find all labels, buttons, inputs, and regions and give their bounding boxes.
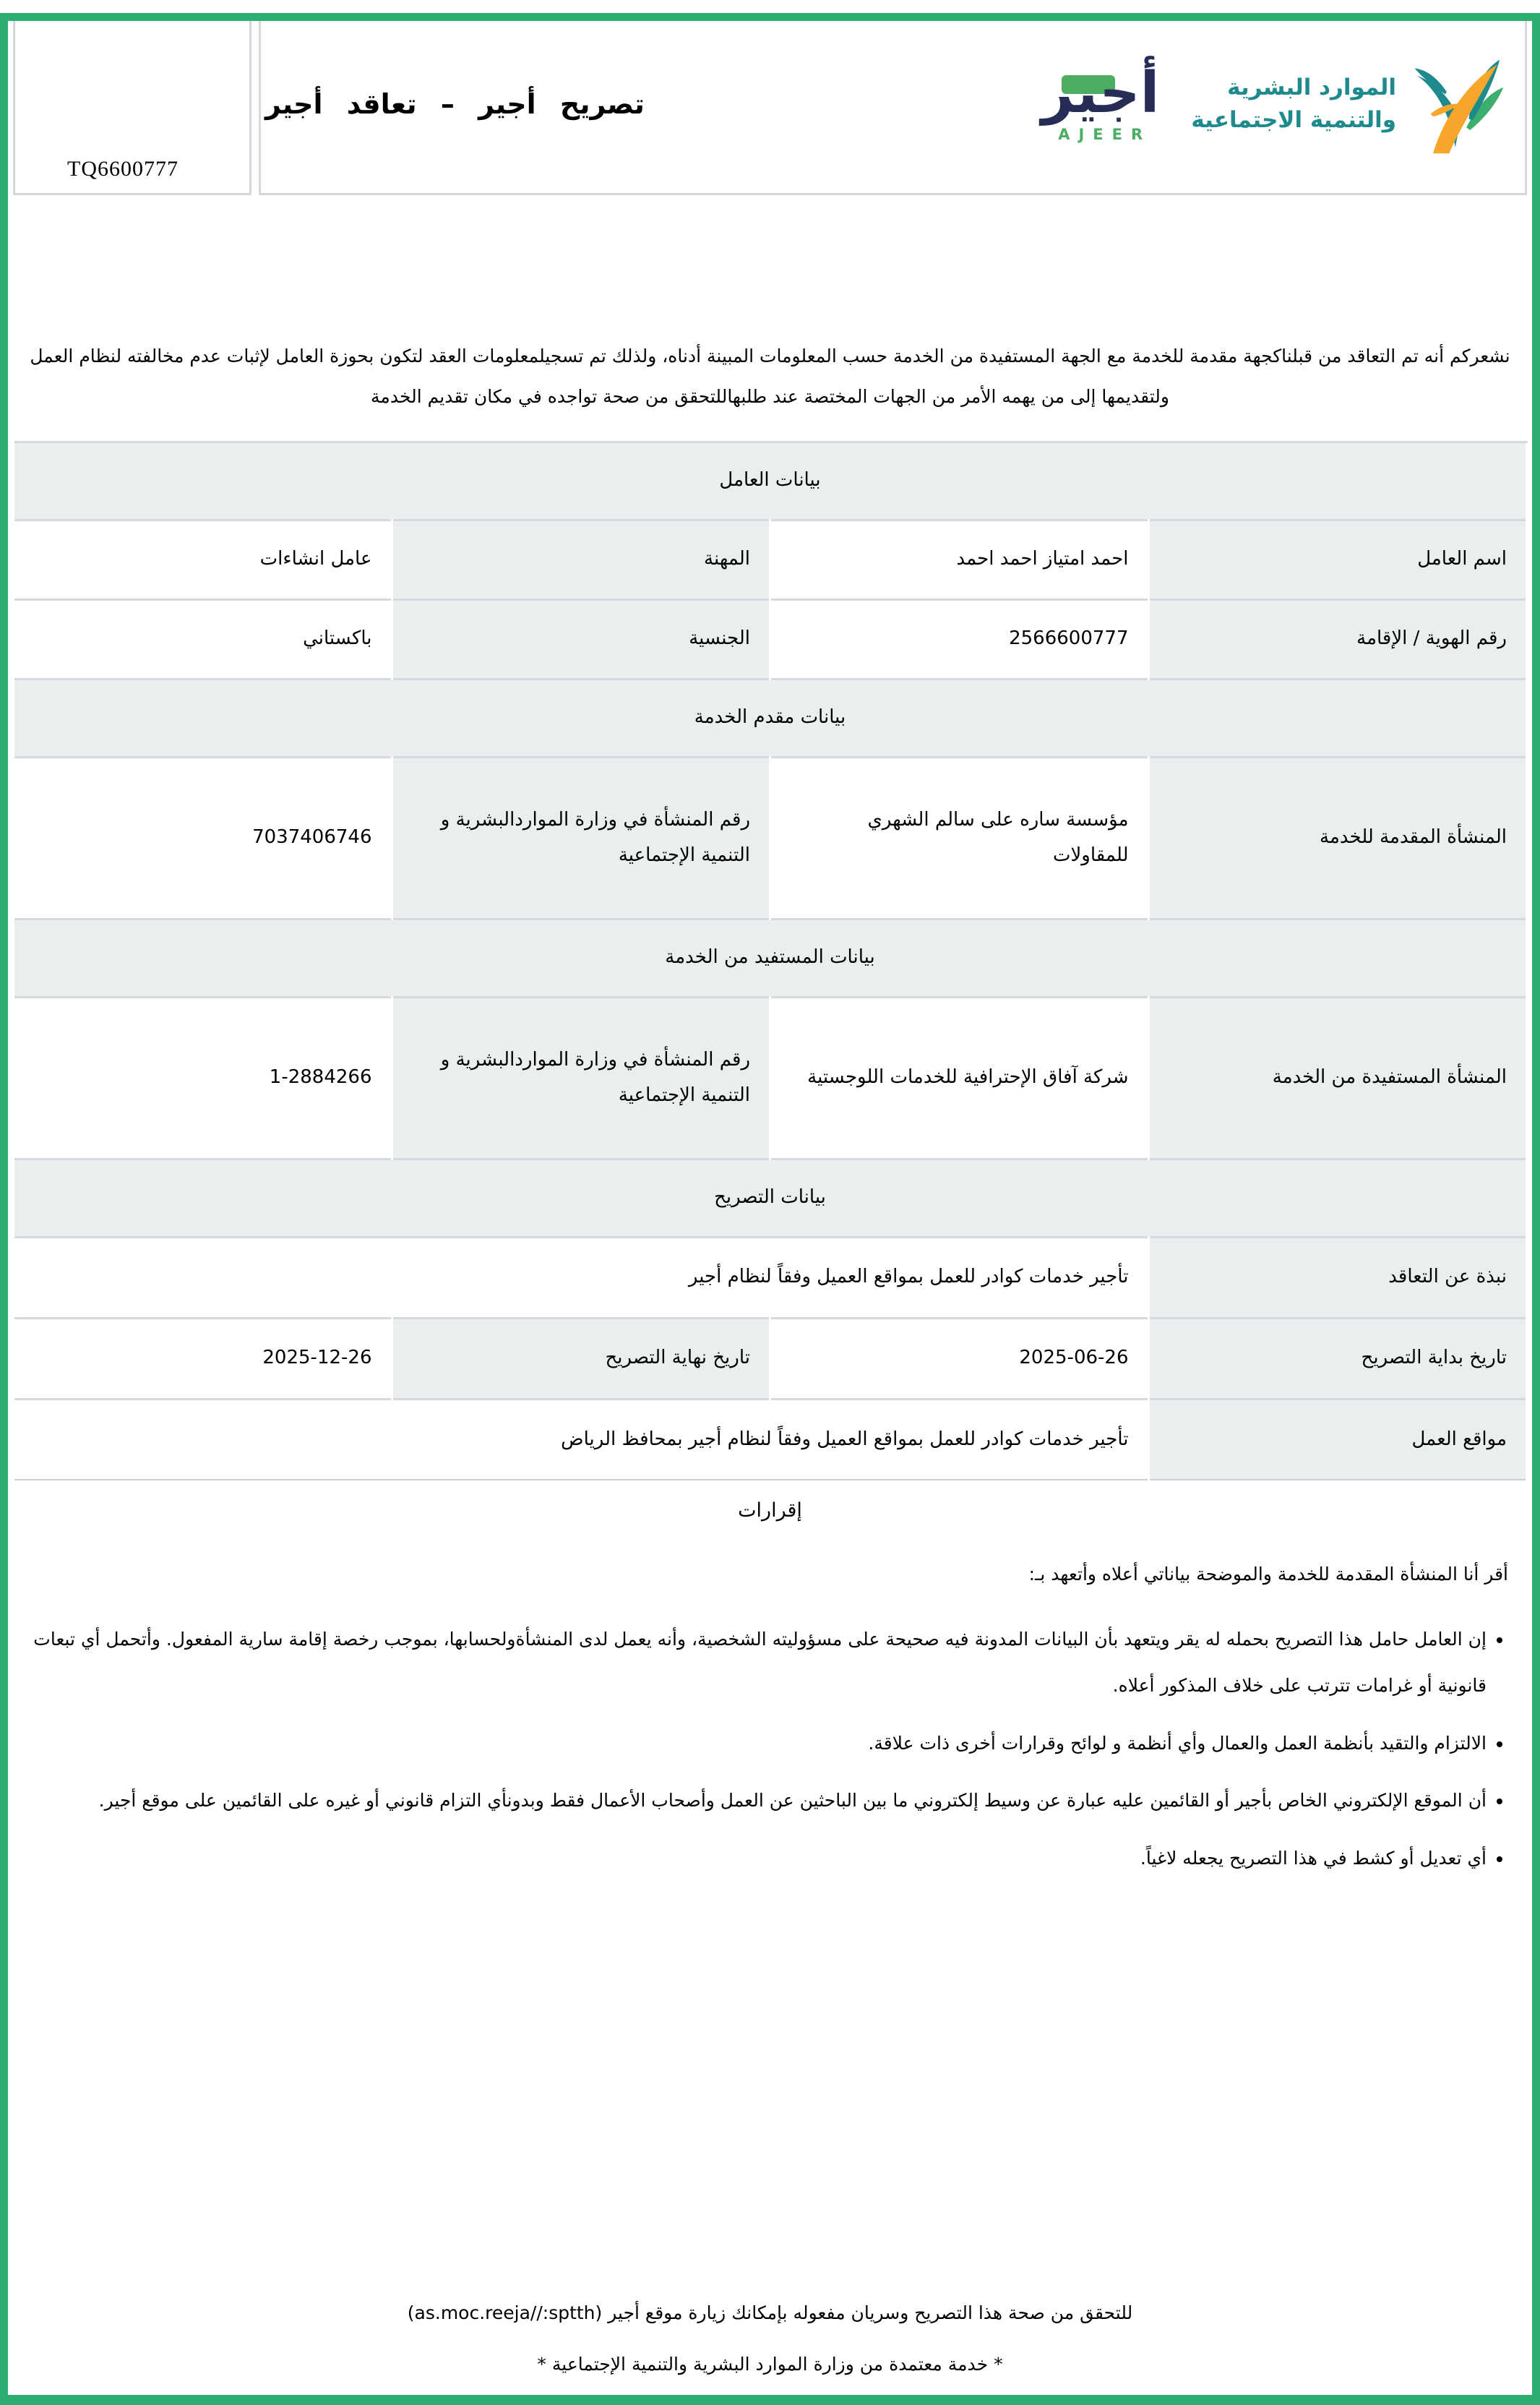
ministry-name-line2: والتنمية الاجتماعية — [1191, 107, 1396, 133]
table-row — [14, 997, 1527, 1159]
table-row — [14, 520, 1527, 599]
table-row — [14, 1318, 1527, 1399]
declaration-item: • إن العامل حامل هذا التصريح بحمله له يقر ويتعهد بأن البيانات المدونة فيه صحيحة على مسؤوليته الشخصية، وأنه يعمل لدى المنشأةولحسابها، بموجب رخصة إقامة سارية المفعول. وأتحمل أي تبعات قانونية أو غرامات تترتب على خلاف المذكور أعلاه. — [32, 1616, 1487, 1709]
intro-paragraph: نشعركم أنه تم التعاقد من قبلناكجهة مقدمة للخدمة مع الجهة المستفيدة من الخدمة حسب المعلومات المبينة أدناه، ولذلك تم تسجيلمعلومات العقد لتكون بحوزة العامل لإثبات عدم مخالفته لنظام العمل ولتقديمها إلى من يهمه الأمر من الجهات المختصة عند طلبهاللتحقق من صحة تواجده في مكان تقديم الخدمة — [30, 346, 1510, 408]
contract-summary-label: نبذة عن التعاقد — [1148, 1237, 1527, 1318]
provider-reg-label: رقم المنشأة في وزارة المواردالبشرية و التنمية الإجتماعية — [392, 757, 770, 919]
declaration-item: • الالتزام والتقيد بأنظمة العمل والعمال وأي أنظمة و لوائح وقرارات أخرى ذات علاقة. — [32, 1720, 1487, 1767]
ajeer-logo-latin: AJEER — [1058, 126, 1152, 143]
contract-summary-value: تأجير خدمات كوادر للعمل بمواقع العميل وفقاً لنظام أجير — [14, 1237, 1149, 1318]
declarations-intro: أقر أنا المنشأة المقدمة للخدمة والموضحة بياناتي أعلاه وأتعهد بـ: — [1028, 1564, 1508, 1585]
section-provider — [14, 679, 1527, 757]
page-title: تصريح أجير – تعاقد أجير — [265, 88, 645, 120]
declarations-list — [32, 1616, 1508, 1882]
declarations-title: إقرارات — [738, 1499, 802, 1522]
header — [13, 13, 1527, 195]
id-number-label: رقم الهوية / الإقامة — [1148, 599, 1527, 679]
beneficiary-label: المنشأة المستفيدة من الخدمة — [1148, 997, 1527, 1159]
permit-start-label: تاريخ بداية التصريح — [1148, 1318, 1527, 1399]
section-worker — [14, 442, 1527, 520]
section-permit — [14, 1159, 1527, 1237]
beneficiary-name-value: شركة آفاق الإحترافية للخدمات اللوجستية — [770, 997, 1149, 1159]
beneficiary-reg-label: رقم المنشأة في وزارة المواردالبشرية و التنمية الإجتماعية — [392, 997, 770, 1159]
ministry-emblem-icon — [1412, 53, 1505, 155]
footer-approved-line: * خدمة معتمدة من وزارة الموارد البشرية والتنمية الإجتماعية * — [537, 2354, 1003, 2375]
section-permit-title: بيانات التصريح — [14, 1159, 1527, 1237]
nationality-value: باكستاني — [14, 599, 392, 679]
table-row — [14, 599, 1527, 679]
doc-number-box — [13, 13, 251, 195]
section-worker-title: بيانات العامل — [14, 442, 1527, 520]
ajeer-logo-arabic — [1041, 61, 1160, 126]
declaration-item: • أن الموقع الإلكتروني الخاص بأجير أو القائمين عليه عبارة عن وسيط إلكتروني ما بين الباحثين عن العمل وأصحاب الأعمال فقط وبدونأي التزام قانوني أو غيره على القائمين على موقع أجير. — [32, 1778, 1487, 1824]
doc-number: TQ6600777 — [67, 157, 178, 181]
section-provider-title: بيانات مقدم الخدمة — [14, 679, 1527, 757]
id-number-value: 2566600777 — [770, 599, 1149, 679]
footer — [0, 2302, 1540, 2375]
table-row — [14, 1399, 1527, 1480]
section-beneficiary — [14, 919, 1527, 997]
nationality-label: الجنسية — [392, 599, 770, 679]
work-locations-label: مواقع العمل — [1148, 1399, 1527, 1480]
work-locations-value: تأجير خدمات كوادر للعمل بمواقع العميل وفقاً لنظام أجير بمحافظ الرياض — [14, 1399, 1149, 1480]
table-row — [14, 1237, 1527, 1318]
ajeer-logo-arabic-text: أجير — [1041, 61, 1160, 126]
permit-end-date: 2025-12-26 — [14, 1318, 392, 1399]
profession-value: عامل انشاءات — [14, 520, 392, 599]
ministry-name-line1: الموارد البشرية — [1227, 74, 1396, 101]
ajeer-logo — [1041, 61, 1160, 143]
profession-label: المهنة — [392, 520, 770, 599]
beneficiary-reg-value: 1-2884266 — [14, 997, 392, 1159]
permit-table — [12, 441, 1528, 1481]
ministry-name — [1191, 72, 1396, 137]
section-beneficiary-title: بيانات المستفيد من الخدمة — [14, 919, 1527, 997]
table-row — [14, 757, 1527, 919]
worker-name-label: اسم العامل — [1148, 520, 1527, 599]
ministry-logo — [1191, 53, 1505, 155]
title-logo-box — [259, 13, 1527, 195]
worker-name-value: احمد امتياز احمد احمد — [770, 520, 1149, 599]
permit-start-date: 2025-06-26 — [770, 1318, 1149, 1399]
provider-label: المنشأة المقدمة للخدمة — [1148, 757, 1527, 919]
provider-name-value: مؤسسة ساره على سالم الشهري للمقاولات — [770, 757, 1149, 919]
permit-end-label: تاريخ نهاية التصريح — [392, 1318, 770, 1399]
provider-reg-value: 7037406746 — [14, 757, 392, 919]
declaration-item: • أي تعديل أو كشط في هذا التصريح يجعله لاغياً. — [32, 1835, 1487, 1882]
footer-verification-line: للتحقق من صحة هذا التصريح وسريان مفعوله بإمكانك زيارة موقع أجير (as.moc.reeja//:sptth) — [407, 2302, 1133, 2323]
